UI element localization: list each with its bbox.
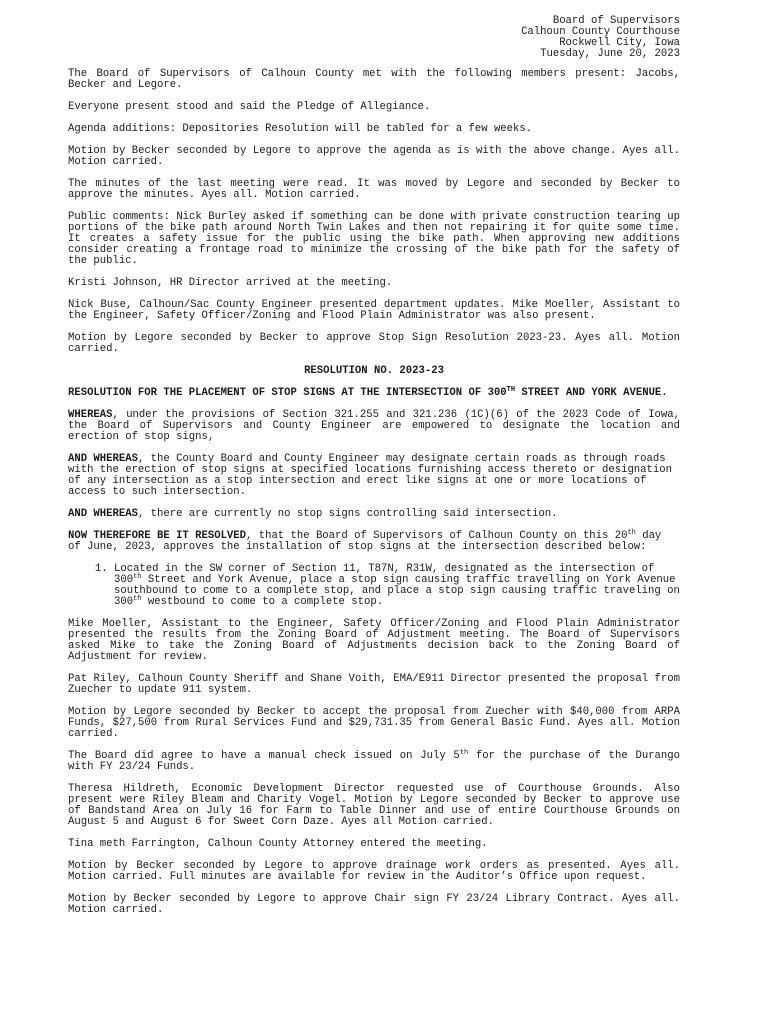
paragraph-manual-check: The Board did agree to have a manual check issued on July 5th for the purchase of the Durango with FY 23/24 Funds. xyxy=(68,749,680,773)
paragraph-pledge: Everyone present stood and said the Pledge of Allegiance. xyxy=(68,101,431,113)
header-courthouse: Calhoun County Courthouse xyxy=(521,26,680,38)
paragraph-zuecher-motion: Motion by Legore seconded by Becker to accept the proposal from Zuecher with $40,000 from ARPA Funds, $27,500 from Rural Services Fund and $29,731.35 from General Basic Fund. Ayes all. Motion carried. xyxy=(68,706,680,740)
paragraph-engineer-updates: Nick Buse, Calhoun/Sac County Engineer presented department updates. Mike Moeller, Assistant to the Engineer, Safety Officer/Zoning and Flood Plain Administrator was also present. xyxy=(68,299,680,322)
paragraph-stop-sign-motion: Motion by Legore seconded by Becker to approve Stop Sign Resolution 2023-23. Ayes all. Motion carried. xyxy=(68,332,680,355)
document-header xyxy=(68,16,680,60)
resolution-heading: RESOLUTION FOR THE PLACEMENT OF STOP SIGNS AT THE INTERSECTION OF 300TH STREET AND YORK AVENUE. xyxy=(68,386,668,399)
resolution-whereas-3: AND WHEREAS, there are currently no stop signs controlling said intersection. xyxy=(68,508,558,520)
paragraph-sheriff-proposal: Pat Riley, Calhoun County Sheriff and Shane Voith, EMA/E911 Director presented the proposal from Zuecher to update 911 system. xyxy=(68,673,680,696)
paragraph-public-comments: Public comments: Nick Burley asked if something can be done with private construction tearing up portions of the bike path around North Twin Lakes and then not repairing it for quite some time. It creates a safety issue for the public using the bike path. When approving new additions consider creating a frontage road to minimize the crossing of the bike path for the safety of the public. xyxy=(68,211,680,267)
header-city: Rockwell City, Iowa xyxy=(559,37,680,49)
paragraph-agenda-additions: Agenda additions: Depositories Resolution will be tabled for a few weeks. xyxy=(68,123,533,135)
paragraph-attorney-entered: Tina meth Farrington, Calhoun County Attorney entered the meeting. xyxy=(68,838,488,850)
paragraph-courthouse-grounds: Theresa Hildreth, Economic Development Director requested use of Courthouse Grounds. Also present were Riley Bleam and Charity Vogel. Motion by Legore seconded by Becker to approve use of Bandstand Area on July 16 for Farm to Table Dinner and use of entire Courthouse Grounds on August 5 and August 6 for Sweet Corn Daze. Ayes all Motion carried. xyxy=(68,783,680,828)
paragraph-agenda-motion: Motion by Becker seconded by Legore to approve the agenda as is with the above change. Ayes all. Motion carried. xyxy=(68,145,680,168)
resolution-whereas-2: AND WHEREAS, the County Board and County Engineer may designate certain roads as through roads with the erection of stop signs at specified locations furnishing access thereto or designation of any intersection as a stop intersection and erect like signs at one or more locations of access to such intersection. xyxy=(68,453,672,498)
paragraph-members-present: The Board of Supervisors of Calhoun County met with the following members present: Jacobs, Becker and Legore. xyxy=(68,68,680,91)
resolution-whereas-1: WHEREAS, under the provisions of Section 321.255 and 321.236 (1C)(6) of the 2023 Code of Iowa, the Board of Supervisors and County Engineer are empowered to designate the location and erection of stop signs, xyxy=(68,409,680,443)
header-board: Board of Supervisors xyxy=(552,15,680,27)
resolution-title: RESOLUTION NO. 2023-23 xyxy=(304,365,444,377)
header-date: Tuesday, June 20, 2023 xyxy=(540,48,680,60)
list-item: 1. Located in the SW corner of Section 11, T87N, R31W, designated as the intersection of 300th Street and York Avenue, place a stop sign causing traffic travelling on York Avenue southbound to come to a complete stop, and place a stop sign causing traffic traveling on 300th westbound to come to a complete stop. xyxy=(114,564,680,608)
paragraph-hr-arrival: Kristi Johnson, HR Director arrived at the meeting. xyxy=(68,277,393,289)
paragraph-zoning-results: Mike Moeller, Assistant to the Engineer, Safety Officer/Zoning and Flood Plain Administrator presented the results from the Zoning Board of Adjustment meeting. The Board of Supervisors asked Mike to take the Zoning Board of Adjustments decision back to the Zoning Board of Adjustment for review. xyxy=(68,618,680,663)
resolution-resolved: NOW THEREFORE BE IT RESOLVED, that the Board of Supervisors of Calhoun County on this 20th day of June, 2023, approves the installation of stop signs at the intersection described below: xyxy=(68,529,662,553)
paragraph-minutes-approval: The minutes of the last meeting were read. It was moved by Legore and seconded by Becker to approve the minutes. Ayes all. Motion carried. xyxy=(68,178,680,201)
minutes-page xyxy=(68,16,680,927)
paragraph-drainage-motion: Motion by Becker seconded by Legore to approve drainage work orders as presented. Ayes all. Motion carried. Full minutes are available for review in the Auditor’s Office upon request. xyxy=(68,860,680,883)
paragraph-library-contract: Motion by Becker seconded by Legore to approve Chair sign FY 23/24 Library Contract. Ayes all. Motion carried. xyxy=(68,893,680,916)
resolution-list xyxy=(68,564,680,608)
